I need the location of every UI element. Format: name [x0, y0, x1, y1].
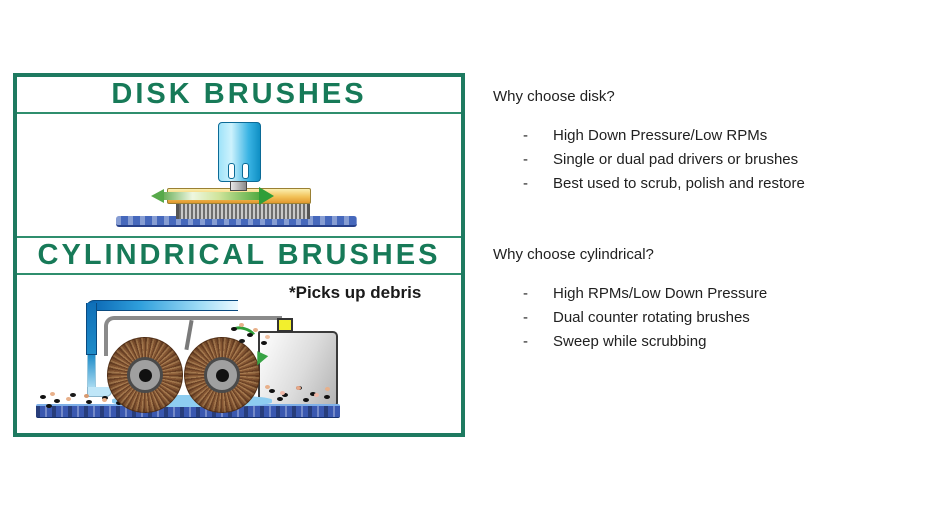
airborne-debris: [239, 323, 244, 327]
disk-bullet-list: [493, 124, 913, 196]
rotation-arrow-body: [164, 192, 259, 200]
motor-vent: [242, 163, 249, 179]
brush-axle: [139, 369, 152, 382]
bullet-dash: -: [523, 127, 528, 144]
bullet-item: [493, 306, 913, 330]
cylindrical-text-section: [493, 244, 913, 354]
water-pipe-vertical: [86, 303, 97, 355]
motor-shaft: [230, 181, 247, 191]
disk-brushes-title: DISK BRUSHES: [17, 77, 461, 114]
hopper-latch: [277, 318, 293, 332]
brush-comparison-figure: [13, 73, 465, 437]
bullet-dash: -: [523, 333, 528, 350]
brush-hub: [204, 357, 240, 393]
cylindrical-bullet-list: [493, 282, 913, 354]
cylindrical-heading: Why choose cylindrical?: [493, 246, 654, 263]
water-pipe-horizontal: [86, 300, 238, 311]
bullet-text: Dual counter rotating brushes: [553, 309, 750, 326]
bullet-item: [493, 330, 913, 354]
bullet-dash: -: [523, 309, 528, 326]
brush-axle: [216, 369, 229, 382]
water-pipe-outlet: [87, 387, 112, 397]
rotation-arrow-right-icon: [259, 187, 274, 205]
floor-debris: [50, 392, 55, 396]
motor-body: [218, 122, 261, 182]
debris-hopper: [258, 331, 338, 407]
disk-text-section: [493, 86, 913, 196]
bullet-text: High RPMs/Low Down Pressure: [553, 285, 768, 302]
disk-heading: Why choose disk?: [493, 88, 615, 105]
bullet-text: Best used to scrub, polish and restore: [553, 175, 805, 192]
cylindrical-brushes-title: CYLINDRICAL BRUSHES: [17, 236, 461, 275]
hopper-debris: [269, 389, 275, 393]
cylindrical-brush-right: [184, 337, 260, 413]
bullet-item: [493, 124, 913, 148]
disk-brush-bristles: [176, 204, 310, 219]
floor-debris: [40, 395, 46, 399]
hopper-debris: [265, 385, 270, 389]
bullet-text: High Down Pressure/Low RPMs: [553, 127, 768, 144]
bullet-text: Single or dual pad drivers or brushes: [553, 151, 799, 168]
bullet-dash: -: [523, 151, 528, 168]
rotation-arrow-left-icon: [151, 189, 164, 203]
bullet-dash: -: [523, 285, 528, 302]
airborne-debris: [231, 327, 237, 331]
bullet-dash: -: [523, 175, 528, 192]
picks-up-debris-note: *Picks up debris: [289, 283, 422, 302]
motor-vent: [228, 163, 235, 179]
bullet-item: [493, 148, 913, 172]
bullet-item: [493, 172, 913, 196]
cylindrical-brush-left: [107, 337, 183, 413]
brush-hub: [127, 357, 163, 393]
bullet-item: [493, 282, 913, 306]
bullet-text: Sweep while scrubbing: [553, 333, 707, 350]
